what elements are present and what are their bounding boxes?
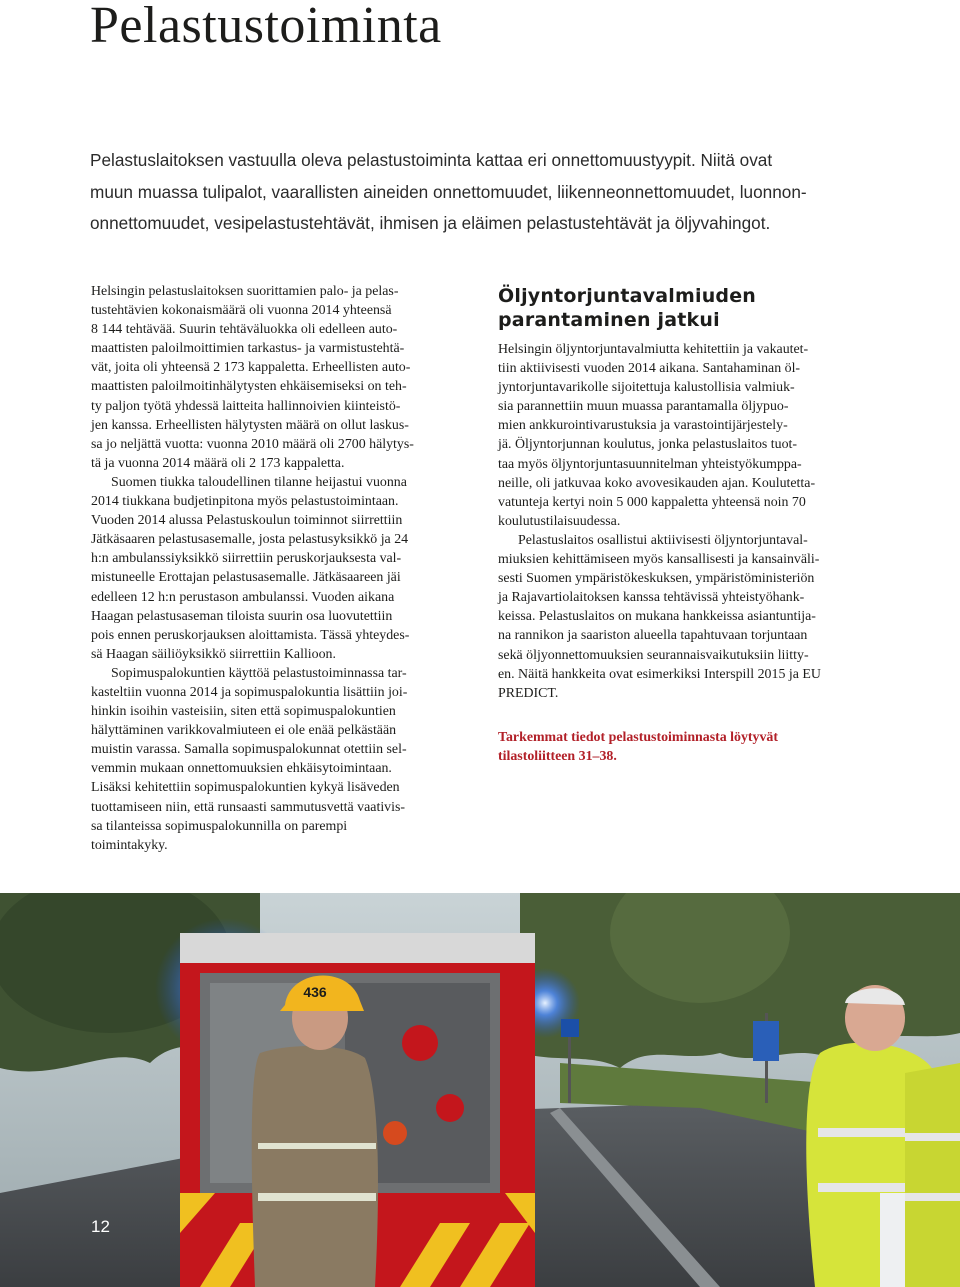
body-line: en. Näitä hankkeita ovat esimerkiksi Interspill 2015 ja EU xyxy=(498,666,821,682)
body-line: sekä öljyonnettomuuksien seurannaisvaikutuksiin liitty- xyxy=(498,647,809,663)
body-line: neille, oli jatkuvaa koko avovesikauden ajan. Koulutetta- xyxy=(498,475,816,491)
body-line: Suomen tiukka taloudellinen tilanne heijastui vuonna xyxy=(111,474,407,490)
intro-line: Pelastuslaitoksen vastuulla oleva pelastustoiminta kattaa eri onnettomuustyypit. Niitä ovat xyxy=(90,150,773,170)
body-line: jyntorjuntavarikolle sijoitettuja kalustollisia valmiuk- xyxy=(498,380,795,396)
body-line: pois ennen peruskorjauksen aloittamista. Tässä yhteydes- xyxy=(91,627,410,643)
body-line: maattisten paloilmoittimien tarkastus- ja varmistustehtä- xyxy=(91,341,405,357)
body-line: Pelastuslaitos osallistui aktiivisesti öljyntorjuntaval- xyxy=(518,532,808,548)
section-heading xyxy=(498,284,756,332)
section-heading-line: Öljyntorjuntavalmiuden xyxy=(498,285,757,307)
body-line: vät, joita oli yhteensä 2 173 kappaletta. Erheellisten auto- xyxy=(91,360,411,376)
body-line: ja Rajavartiolaitoksen kanssa tehtävissä yhteistyöhank- xyxy=(498,590,805,606)
intro-line: onnettomuudet, vesipelastustehtävät, ihmisen ja eläimen pelastustehtävät ja öljyvahingot. xyxy=(90,213,771,233)
body-line: taa myös öljyntorjuntasuunnitelman yhteistyökumppa- xyxy=(498,456,802,472)
reference-note xyxy=(498,728,778,766)
reference-note-line: Tarkemmat tiedot pelastustoiminnasta löytyvät xyxy=(498,730,778,745)
body-line: vatunteja kertyi noin 5 000 kappaletta yhteensä noin 70 xyxy=(498,494,806,510)
body-line: 2014 tiukkana budjetinpitona myös pelastustoimintaan. xyxy=(91,494,399,510)
body-line: mien ankkurointivarustuksia ja varastointijärjestely- xyxy=(498,418,788,434)
body-line: hälyttäminen varikkovalmiuteen ei ole enää pelkästään xyxy=(91,723,397,739)
body-line: ty paljon työtä yhdessä laitteita hallinnoivien kiinteistö- xyxy=(91,398,401,414)
body-line: Jätkäsaaren pelastusasemalle, josta pelastusyksikkö ja 24 xyxy=(91,532,409,548)
body-line: sa tilanteissa sopimuspalokunnilla on parempi xyxy=(91,818,348,834)
body-line: jen kanssa. Erheellisten hälytysten määrä on ollut laskus- xyxy=(91,417,409,433)
body-line: sesti Suomen ympäristökeskuksen, ympäristöministeriön xyxy=(498,571,815,587)
body-line: toimintakyky. xyxy=(91,837,168,853)
body-line: Haagan pelastusaseman tiloista suurin osa luovutettiin xyxy=(91,608,393,624)
page-title: Pelastustoiminta xyxy=(90,0,442,54)
body-line: Vuoden 2014 alussa Pelastuskoulun toiminnot siirrettiin xyxy=(91,513,403,529)
left-column-text xyxy=(91,282,466,855)
right-column-text xyxy=(498,340,873,703)
body-line: sia parannettiin muun muassa parantamalla öljypuo- xyxy=(498,399,789,415)
body-line: Helsingin öljyntorjuntavalmiutta kehitettiin ja vakautet- xyxy=(498,342,809,357)
body-line: maattisten paloilmoitinhälytysten ehkäisemiseksi on teh- xyxy=(91,379,407,395)
body-line: muistin varassa. Samalla sopimuspalokunnat otettiin sel- xyxy=(91,742,407,758)
body-line: Helsingin pelastuslaitoksen suorittamien palo- ja pelas- xyxy=(91,284,399,299)
body-line: tiin aktiivisesti vuoden 2014 aikana. Santahaminan öl- xyxy=(498,361,801,377)
pedestrian-sign xyxy=(561,1019,579,1037)
firefighters-photo xyxy=(0,893,960,1287)
paramedic-back xyxy=(905,1063,960,1287)
body-line: kasteltiin vuonna 2014 ja sopimuspalokuntia lisättiin joi- xyxy=(91,684,408,700)
body-line: tä ja vuonna 2014 määrä oli 2 173 kappaletta. xyxy=(91,455,345,471)
body-line: na rannikon ja saariston alueella tapahtuvaan torjuntaan xyxy=(498,628,808,644)
intro-paragraph xyxy=(90,145,890,240)
body-line: vemmin mukaan onnettomuuksien ehkäisytoimintaan. xyxy=(91,761,392,777)
body-line: PREDICT. xyxy=(498,685,559,701)
body-line: h:n ambulanssiyksikkö siirrettiin peruskorjauksesta val- xyxy=(91,551,402,567)
body-line: edelleen 12 h:n perustason ambulanssi. Vuoden aikana xyxy=(91,589,395,605)
body-line: sä Haagan säiliöyksikkö siirrettiin Kallioon. xyxy=(91,646,336,662)
intro-line: muun muassa tulipalot, vaarallisten aineiden onnettomuudet, liikenneonnettomuudet, luonnon- xyxy=(90,181,807,202)
body-line: tuottamiseen niin, että runsaasti sammutusvettä vaativis- xyxy=(91,799,406,815)
body-line: mistuneelle Erottajan pelastusasemalle. Jätkäsaareen jäi xyxy=(91,570,401,586)
body-line: keissa. Pelastuslaitos on mukana hankkeissa asiantuntija- xyxy=(498,609,816,625)
body-line: sa jo neljättä vuotta: vuonna 2010 määrä oli 2700 hälytys- xyxy=(91,436,414,452)
body-line: miuksien kehittämiseen myös kansallisesti ja kansainväli- xyxy=(498,552,820,568)
body-line: hinkin isoihin vasteisiin, siten että sopimuspalokuntien xyxy=(91,704,396,720)
body-line: 8 144 tehtävää. Suurin tehtäväluokka oli edelleen auto- xyxy=(91,322,398,338)
section-heading-line: parantaminen jatkui xyxy=(498,309,720,331)
bicycle-sign xyxy=(753,1021,779,1061)
body-line: jä. Öljyntorjunnan koulutus, jonka pelastuslaitos tuot- xyxy=(498,437,798,453)
body-line: tustehtävien kokonaismäärä oli vuonna 2014 yhteensä xyxy=(91,303,392,319)
page-number: 12 xyxy=(91,1217,110,1236)
reference-note-line: tilastoliitteen 31–38. xyxy=(498,749,617,765)
body-line: Sopimuspalokuntien käyttöä pelastustoiminnassa tar- xyxy=(111,665,407,681)
helmet-number: 436 xyxy=(303,984,327,1000)
body-line: koulutustilaisuudessa. xyxy=(498,513,621,529)
body-line: Lisäksi kehitettiin sopimuspalokuntien kykyä lisäveden xyxy=(91,780,400,796)
